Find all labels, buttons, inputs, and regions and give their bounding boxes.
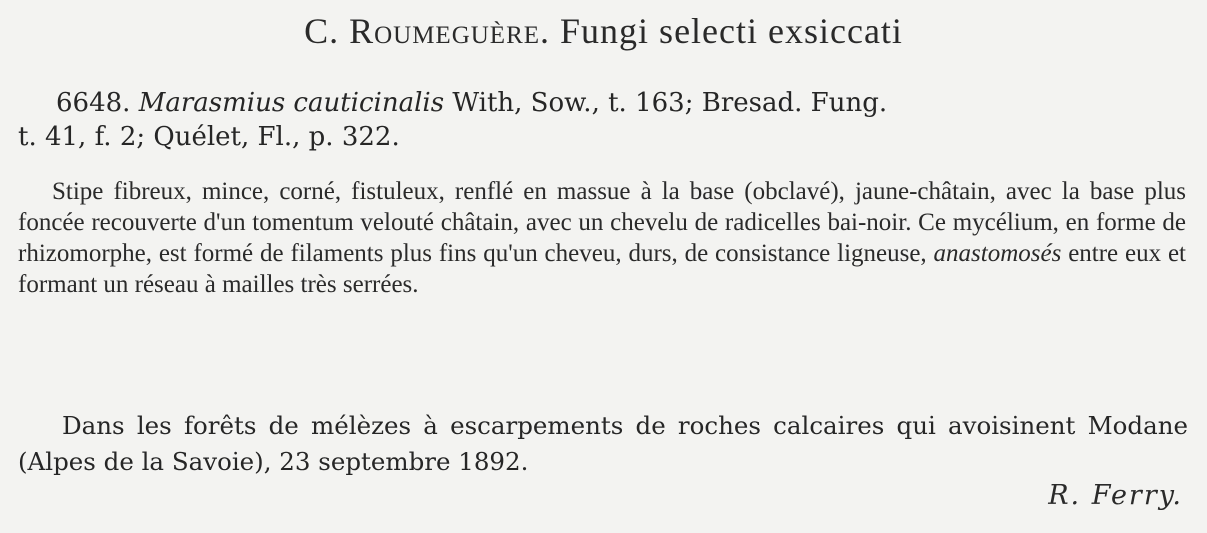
locality-paragraph [18, 408, 1188, 480]
entry-line-1 [18, 86, 1188, 120]
entry-line-2 [18, 120, 1188, 154]
species-name: Marasmius cauticinalis [138, 88, 445, 118]
series-header [0, 10, 1207, 52]
citation-part2: t. 41, f. 2; Quélet, Fl., p. 322. [18, 122, 400, 152]
description-paragraph [18, 176, 1186, 300]
specimen-number: 6648. [56, 88, 131, 118]
description-italic-term: anastomosés [933, 240, 1062, 267]
author-initial: C. [304, 11, 350, 51]
description-text-before: Stipe fibreux, mince, corné, fistuleux, renflé en massue à la base (obclavé), jaune-châtain, avec la base plus foncée recouverte d'un tomentum velouté châtain, avec un chevelu de radicelles bai-noir. Ce mycélium, en forme de rhizomorphe, est formé de filaments plus fins qu'un cheveu, durs, de consistance ligneuse, [18, 178, 1186, 267]
series-title: . Fungi selecti exsiccati [540, 11, 903, 51]
collector-signature: R. Ferry. [1048, 480, 1183, 511]
author-surname: Roumeguère [349, 11, 541, 51]
locality-text: Dans les forêts de mélèzes à escarpements de roches calcaires qui avoisinent Modane (Alpes de la Savoie), 23 septembre 1892. [18, 411, 1188, 476]
description-text-after: entre eux et formant un réseau à mailles très serrées. [18, 240, 1186, 298]
specimen-entry [18, 86, 1188, 154]
citation-part1: With, Sow., t. 163; Bresad. Fung. [444, 88, 888, 118]
